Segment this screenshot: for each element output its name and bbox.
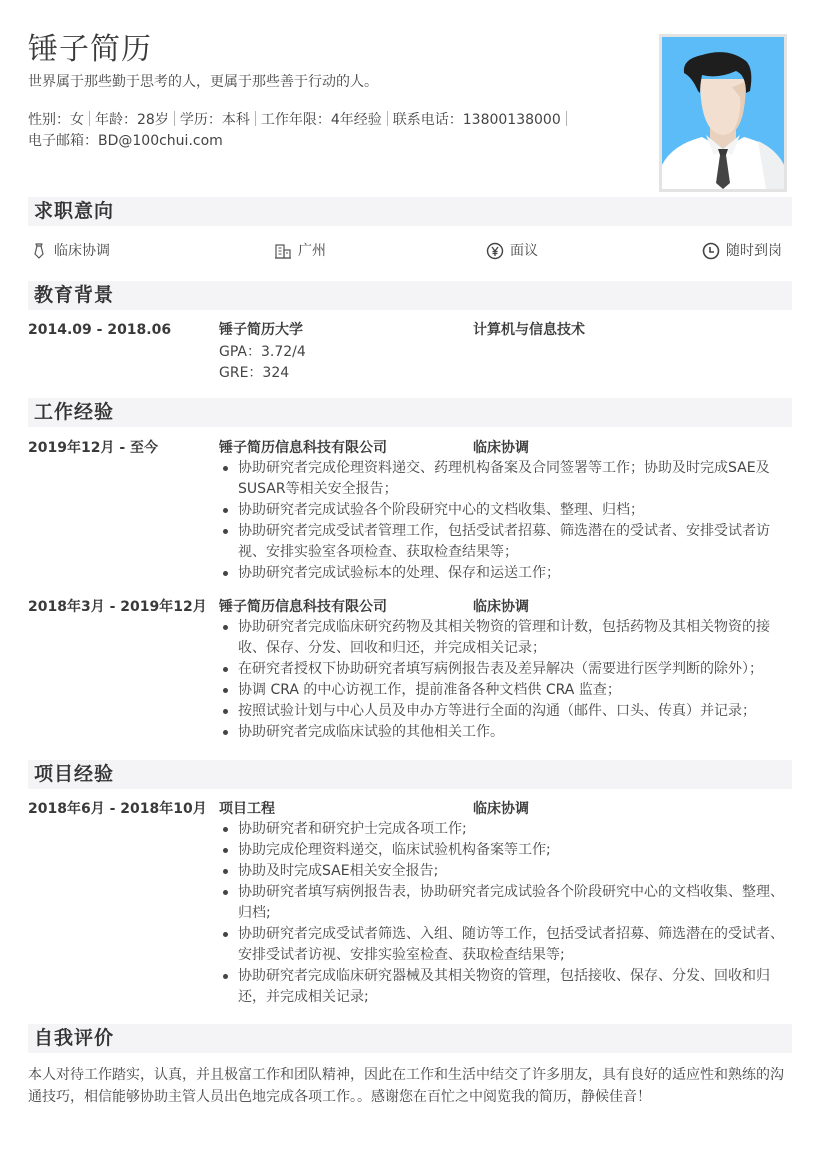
building-icon — [274, 242, 292, 260]
info-phone: 联系电话：13800138000 — [392, 112, 561, 128]
section-title: 工作经验 — [34, 401, 115, 423]
avatar — [659, 34, 787, 192]
education-date: 2014.09 - 2018.06 — [28, 322, 172, 338]
gre: GRE：324 — [219, 365, 290, 381]
duty-item: 协助完成伦理资料递交，临床试验机构备案等工作; — [219, 840, 792, 861]
project-entry — [28, 799, 792, 1014]
intent-city-label: 广州 — [298, 243, 326, 259]
clock-icon — [702, 242, 720, 260]
duty-item: 协助研究者完成临床试验的其他相关工作。 — [219, 722, 792, 743]
project-role: 临床协调 — [473, 801, 529, 817]
section-header-education — [28, 281, 792, 310]
duty-item: 协助及时完成SAE相关安全报告; — [219, 861, 792, 882]
yen-icon — [486, 242, 504, 260]
candidate-name: 锤子简历 — [28, 32, 152, 67]
info-experience-years: 工作年限：4年经验 — [260, 112, 382, 128]
project-date: 2018年6月 - 2018年10月 — [28, 801, 207, 817]
resume-header — [28, 30, 628, 152]
intent-city — [274, 240, 326, 262]
section-header-work — [28, 398, 792, 427]
education-details — [219, 342, 792, 384]
personal-info — [28, 110, 628, 152]
divider — [89, 111, 90, 126]
info-age: 年龄：28岁 — [95, 112, 169, 128]
work-entry — [28, 597, 792, 747]
section-header-intent — [28, 197, 792, 226]
job-intent — [28, 240, 792, 262]
major: 计算机与信息技术 — [473, 322, 585, 338]
job-role: 临床协调 — [473, 599, 529, 615]
intent-position-label: 临床协调 — [54, 243, 110, 259]
divider — [255, 111, 256, 126]
intent-availability — [702, 240, 782, 262]
duty-item: 协助研究者填写病例报告表，协助研究者完成试验各个阶段研究中心的文档收集、整理、归档; — [219, 882, 792, 924]
section-title: 自我评价 — [34, 1027, 115, 1049]
company-name: 锤子简历信息科技有限公司 — [219, 599, 387, 615]
section-title: 项目经验 — [34, 763, 115, 785]
duty-item: 协助研究者完成伦理资料递交、药理机构备案及合同签署等工作；协助及时完成SAE及SUSAR等相关安全报告； — [219, 458, 792, 500]
work-duties — [219, 617, 792, 743]
project-duties — [219, 819, 792, 1008]
school-name: 锤子简历大学 — [219, 322, 303, 338]
project-name: 项目工程 — [219, 801, 275, 817]
education-entry — [28, 320, 792, 386]
work-date: 2019年12月 - 至今 — [28, 440, 159, 456]
work-duties — [219, 458, 792, 584]
duty-item: 在研究者授权下协助研究者填写病例报告表及差异解决（需要进行医学判断的除外）； — [219, 659, 792, 680]
intent-availability-label: 随时到岗 — [726, 243, 782, 259]
company-name: 锤子简历信息科技有限公司 — [219, 440, 387, 456]
self-evaluation-text: 本人对待工作踏实，认真，并且极富工作和团队精神，因此在工作和生活中结交了许多朋友，具有良好的适应性和熟练的沟通技巧，相信能够协助主管人员出色地完成各项工作。。感谢您在百忙之中阅览我的简历，静候佳音！ — [28, 1067, 784, 1105]
duty-item: 协助研究者完成受试者管理工作，包括受试者招募、筛选潜在的受试者、安排受试者访视、安排实验室各项检查、获取检查结果等； — [219, 521, 792, 563]
job-role: 临床协调 — [473, 440, 529, 456]
work-entry — [28, 438, 792, 588]
duty-item: 协助研究者完成试验标本的处理、保存和运送工作； — [219, 563, 792, 584]
divider — [566, 111, 567, 126]
section-header-self — [28, 1024, 792, 1053]
duty-item: 按照试验计划与中心人员及申办方等进行全面的沟通（邮件、口头、传真）并记录； — [219, 701, 792, 722]
info-gender: 性别：女 — [28, 112, 84, 128]
duty-item: 协助研究者完成试验各个阶段研究中心的文档收集、整理、归档； — [219, 500, 792, 521]
duty-item: 协助研究者完成受试者筛选、入组、随访等工作，包括受试者招募、筛选潜在的受试者、安排受试者访视、安排实验室检查、获取检查结果等; — [219, 924, 792, 966]
info-email: 电子邮箱：BD@100chui.com — [28, 133, 223, 149]
divider — [174, 111, 175, 126]
avatar-illustration — [662, 37, 784, 189]
intent-position — [30, 240, 110, 262]
intent-salary — [486, 240, 538, 262]
duty-item: 协调 CRA 的中心访视工作，提前准备各种文档供 CRA 监查； — [219, 680, 792, 701]
section-title: 求职意向 — [34, 200, 115, 222]
info-education: 学历：本科 — [179, 112, 250, 128]
section-header-project — [28, 760, 792, 789]
duty-item: 协助研究者完成临床研究药物及其相关物资的管理和计数，包括药物及其相关物资的接收、保存、分发、回收和归还，并完成相关记录； — [219, 617, 792, 659]
section-title: 教育背景 — [34, 284, 115, 306]
work-date: 2018年3月 - 2019年12月 — [28, 599, 207, 615]
duty-item: 协助研究者和研究护士完成各项工作; — [219, 819, 792, 840]
divider — [387, 111, 388, 126]
tie-icon — [30, 242, 48, 260]
duty-item: 协助研究者完成临床研究器械及其相关物资的管理，包括接收、保存、分发、回收和归还，并完成相关记录; — [219, 966, 792, 1008]
gpa: GPA：3.72/4 — [219, 344, 306, 360]
intent-salary-label: 面议 — [510, 243, 538, 259]
motto: 世界属于那些勤于思考的人，更属于那些善于行动的人。 — [28, 74, 378, 90]
